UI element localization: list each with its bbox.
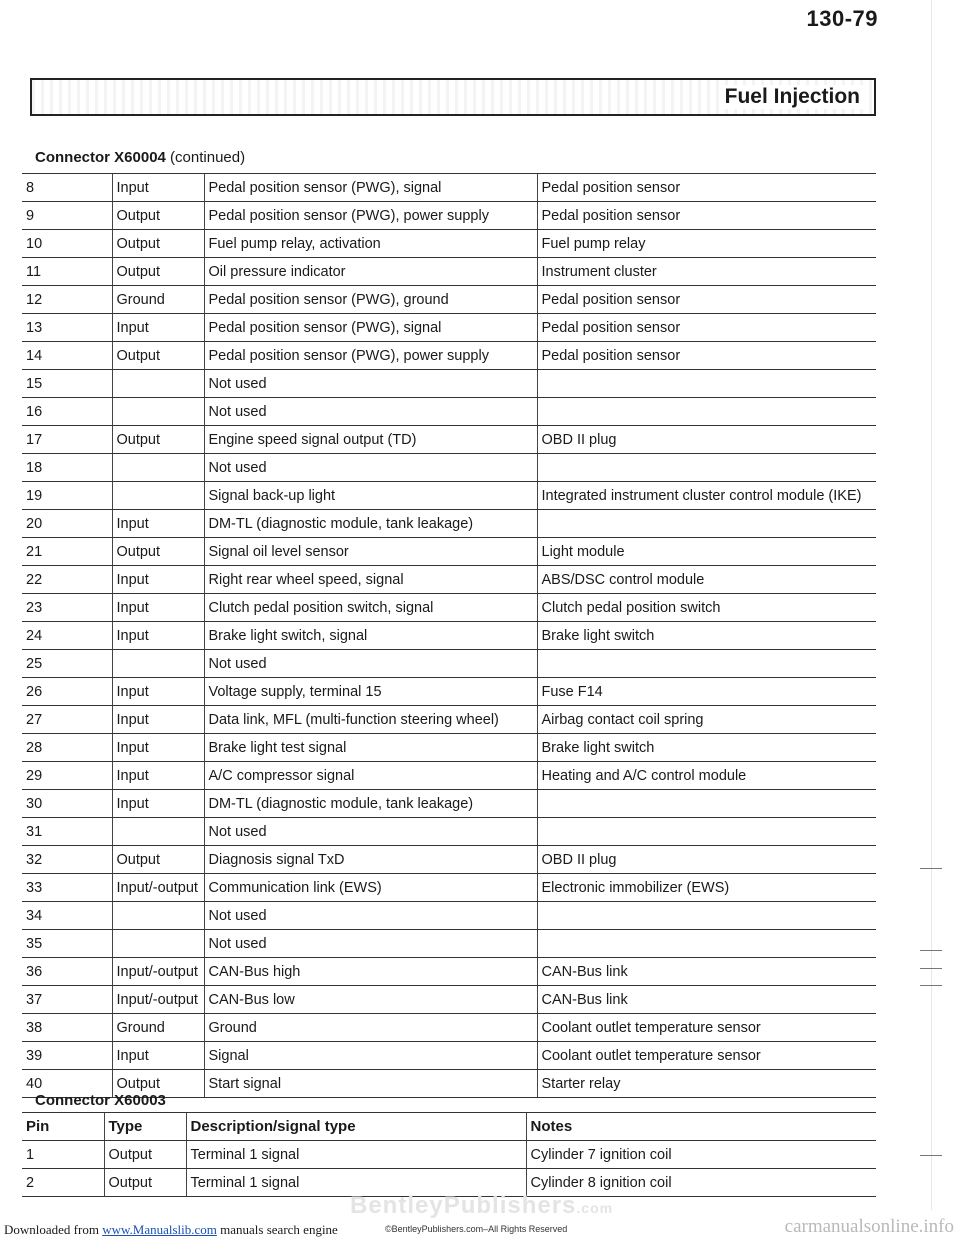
connector-x60003-table xyxy=(22,1112,876,1197)
type-cell xyxy=(112,650,204,678)
description-cell: Pedal position sensor (PWG), signal xyxy=(204,174,537,202)
description-cell: Signal back-up light xyxy=(204,482,537,510)
table-header-row xyxy=(22,1113,876,1141)
type-cell: Input xyxy=(112,566,204,594)
description-cell: Engine speed signal output (TD) xyxy=(204,426,537,454)
type-cell xyxy=(112,398,204,426)
table-row xyxy=(22,902,876,930)
type-cell: Input xyxy=(112,790,204,818)
header-title: Fuel Injection xyxy=(721,85,864,109)
footer-site-name: carmanualsonline.info xyxy=(784,1216,954,1237)
type-cell: Input xyxy=(112,734,204,762)
margin-tick xyxy=(920,985,942,986)
description-cell: Not used xyxy=(204,370,537,398)
description-cell: Pedal position sensor (PWG), power supply xyxy=(204,342,537,370)
margin-rule xyxy=(931,0,932,1210)
description-cell: Not used xyxy=(204,454,537,482)
type-cell: Input/-output xyxy=(112,874,204,902)
notes-cell: Light module xyxy=(537,538,876,566)
table-row xyxy=(22,1014,876,1042)
description-cell: Terminal 1 signal xyxy=(186,1141,526,1169)
copyright: ©BentleyPublishers.com–All Rights Reserved xyxy=(385,1224,568,1234)
type-cell: Output xyxy=(112,258,204,286)
pin-cell: 18 xyxy=(22,454,112,482)
watermark-text: BentleyPublishers xyxy=(350,1192,577,1219)
pin-cell: 24 xyxy=(22,622,112,650)
description-cell: Pedal position sensor (PWG), power supply xyxy=(204,202,537,230)
pin-cell: 19 xyxy=(22,482,112,510)
pin-cell: 1 xyxy=(22,1141,104,1169)
pin-cell: 22 xyxy=(22,566,112,594)
type-cell: Input xyxy=(112,594,204,622)
table-row xyxy=(22,1141,876,1169)
notes-cell xyxy=(537,454,876,482)
table-row xyxy=(22,818,876,846)
notes-cell: Pedal position sensor xyxy=(537,286,876,314)
table-row xyxy=(22,454,876,482)
notes-cell: OBD II plug xyxy=(537,846,876,874)
notes-cell: Coolant outlet temperature sensor xyxy=(537,1042,876,1070)
pin-cell: 30 xyxy=(22,790,112,818)
notes-cell: Fuse F14 xyxy=(537,678,876,706)
description-cell: Not used xyxy=(204,818,537,846)
table-row xyxy=(22,594,876,622)
table-row xyxy=(22,342,876,370)
table-row xyxy=(22,286,876,314)
table-row xyxy=(22,986,876,1014)
description-cell: Fuel pump relay, activation xyxy=(204,230,537,258)
description-cell: Diagnosis signal TxD xyxy=(204,846,537,874)
table-row xyxy=(22,958,876,986)
pin-cell: 29 xyxy=(22,762,112,790)
type-cell xyxy=(112,454,204,482)
connector-name: Connector X60004 xyxy=(35,149,166,166)
pin-cell: 28 xyxy=(22,734,112,762)
type-cell: Input xyxy=(112,762,204,790)
page-number: 130-79 xyxy=(806,6,878,31)
type-cell: Input xyxy=(112,510,204,538)
type-cell: Ground xyxy=(112,286,204,314)
notes-cell: Coolant outlet temperature sensor xyxy=(537,1014,876,1042)
footer-suffix: manuals search engine xyxy=(216,1222,338,1237)
description-cell: Not used xyxy=(204,930,537,958)
description-cell: Communication link (EWS) xyxy=(204,874,537,902)
notes-cell: Cylinder 7 ignition coil xyxy=(526,1141,876,1169)
notes-cell: CAN-Bus link xyxy=(537,958,876,986)
pin-cell: 40 xyxy=(22,1070,112,1098)
type-cell: Output xyxy=(112,538,204,566)
table-row xyxy=(22,1042,876,1070)
description-cell: A/C compressor signal xyxy=(204,762,537,790)
table-row xyxy=(22,370,876,398)
type-cell: Output xyxy=(112,846,204,874)
type-cell xyxy=(112,930,204,958)
notes-cell xyxy=(537,790,876,818)
description-cell: Ground xyxy=(204,1014,537,1042)
notes-cell: Electronic immobilizer (EWS) xyxy=(537,874,876,902)
notes-cell: Heating and A/C control module xyxy=(537,762,876,790)
type-cell: Input/-output xyxy=(112,958,204,986)
table-row xyxy=(22,230,876,258)
table-row xyxy=(22,510,876,538)
section-title-x60004 xyxy=(35,149,245,166)
footer-download-note xyxy=(4,1222,338,1238)
description-cell: Not used xyxy=(204,650,537,678)
description-cell: Pedal position sensor (PWG), signal xyxy=(204,314,537,342)
type-cell: Output xyxy=(112,426,204,454)
notes-cell xyxy=(537,902,876,930)
table-row xyxy=(22,202,876,230)
pin-cell: 16 xyxy=(22,398,112,426)
pin-cell: 23 xyxy=(22,594,112,622)
pin-cell: 20 xyxy=(22,510,112,538)
description-cell: CAN-Bus low xyxy=(204,986,537,1014)
description-cell: Data link, MFL (multi-function steering wheel) xyxy=(204,706,537,734)
margin-tick xyxy=(920,968,942,969)
type-cell: Output xyxy=(104,1169,186,1197)
table-row xyxy=(22,538,876,566)
table-row xyxy=(22,314,876,342)
pin-cell: 11 xyxy=(22,258,112,286)
description-cell: Signal xyxy=(204,1042,537,1070)
notes-cell: Cylinder 8 ignition coil xyxy=(526,1169,876,1197)
table-row xyxy=(22,566,876,594)
table-row xyxy=(22,650,876,678)
table-row xyxy=(22,258,876,286)
pin-cell: 35 xyxy=(22,930,112,958)
table-row xyxy=(22,706,876,734)
pin-cell: 37 xyxy=(22,986,112,1014)
type-cell xyxy=(112,482,204,510)
pin-cell: 13 xyxy=(22,314,112,342)
notes-cell: Pedal position sensor xyxy=(537,342,876,370)
notes-cell: Instrument cluster xyxy=(537,258,876,286)
pin-cell: 39 xyxy=(22,1042,112,1070)
notes-cell: ABS/DSC control module xyxy=(537,566,876,594)
margin-tick xyxy=(920,1155,942,1156)
type-cell xyxy=(112,818,204,846)
table-row xyxy=(22,622,876,650)
description-cell: Start signal xyxy=(204,1070,537,1098)
pin-cell: 2 xyxy=(22,1169,104,1197)
notes-cell: Pedal position sensor xyxy=(537,314,876,342)
connector-x60004-table xyxy=(22,173,876,1098)
type-cell: Input xyxy=(112,678,204,706)
notes-cell: Integrated instrument cluster control module (IKE) xyxy=(537,482,876,510)
type-cell: Output xyxy=(112,202,204,230)
table-row xyxy=(22,678,876,706)
pin-cell: 15 xyxy=(22,370,112,398)
description-cell: DM-TL (diagnostic module, tank leakage) xyxy=(204,510,537,538)
notes-cell: Airbag contact coil spring xyxy=(537,706,876,734)
notes-cell xyxy=(537,930,876,958)
watermark xyxy=(350,1192,613,1220)
pin-cell: 26 xyxy=(22,678,112,706)
header-bar xyxy=(30,78,876,116)
notes-cell: Starter relay xyxy=(537,1070,876,1098)
pin-cell: 36 xyxy=(22,958,112,986)
pin-cell: 14 xyxy=(22,342,112,370)
pin-cell: 25 xyxy=(22,650,112,678)
table-row xyxy=(22,734,876,762)
connector-name: Connector X60003 xyxy=(35,1092,166,1109)
notes-cell xyxy=(537,510,876,538)
pin-cell: 32 xyxy=(22,846,112,874)
type-cell: Input/-output xyxy=(112,986,204,1014)
description-cell: DM-TL (diagnostic module, tank leakage) xyxy=(204,790,537,818)
watermark-sub: .com xyxy=(576,1200,614,1216)
description-cell: Brake light test signal xyxy=(204,734,537,762)
table-row xyxy=(22,174,876,202)
pin-cell: 8 xyxy=(22,174,112,202)
notes-cell: OBD II plug xyxy=(537,426,876,454)
header-pin: Pin xyxy=(22,1113,104,1141)
table-row xyxy=(22,790,876,818)
type-cell: Output xyxy=(112,230,204,258)
table-row xyxy=(22,846,876,874)
table-row xyxy=(22,426,876,454)
notes-cell: Brake light switch xyxy=(537,622,876,650)
pin-cell: 33 xyxy=(22,874,112,902)
type-cell: Input xyxy=(112,174,204,202)
notes-cell: Clutch pedal position switch xyxy=(537,594,876,622)
manualslib-link[interactable]: www.Manualslib.com xyxy=(102,1222,217,1237)
header-notes: Notes xyxy=(526,1113,876,1141)
description-cell: Brake light switch, signal xyxy=(204,622,537,650)
notes-cell xyxy=(537,370,876,398)
notes-cell xyxy=(537,650,876,678)
type-cell: Input xyxy=(112,622,204,650)
margin-tick xyxy=(920,950,942,951)
description-cell: Oil pressure indicator xyxy=(204,258,537,286)
pin-cell: 21 xyxy=(22,538,112,566)
table-row xyxy=(22,398,876,426)
description-cell: Voltage supply, terminal 15 xyxy=(204,678,537,706)
section-title-x60003 xyxy=(35,1092,166,1109)
description-cell: Right rear wheel speed, signal xyxy=(204,566,537,594)
type-cell xyxy=(112,370,204,398)
notes-cell: Fuel pump relay xyxy=(537,230,876,258)
pin-cell: 27 xyxy=(22,706,112,734)
description-cell: Signal oil level sensor xyxy=(204,538,537,566)
type-cell: Ground xyxy=(112,1014,204,1042)
type-cell: Output xyxy=(112,1070,204,1098)
notes-cell xyxy=(537,818,876,846)
notes-cell: Brake light switch xyxy=(537,734,876,762)
notes-cell: CAN-Bus link xyxy=(537,986,876,1014)
header-type: Type xyxy=(104,1113,186,1141)
pin-cell: 17 xyxy=(22,426,112,454)
continued-label: (continued) xyxy=(165,149,246,166)
notes-cell xyxy=(537,398,876,426)
type-cell: Input xyxy=(112,314,204,342)
description-cell: Terminal 1 signal xyxy=(186,1169,526,1197)
type-cell: Input xyxy=(112,706,204,734)
pin-cell: 34 xyxy=(22,902,112,930)
header-description: Description/signal type xyxy=(186,1113,526,1141)
pin-cell: 38 xyxy=(22,1014,112,1042)
description-cell: Not used xyxy=(204,902,537,930)
notes-cell: Pedal position sensor xyxy=(537,174,876,202)
description-cell: Clutch pedal position switch, signal xyxy=(204,594,537,622)
type-cell xyxy=(112,902,204,930)
table-row xyxy=(22,762,876,790)
type-cell: Input xyxy=(112,1042,204,1070)
table-row xyxy=(22,874,876,902)
pin-cell: 12 xyxy=(22,286,112,314)
notes-cell: Pedal position sensor xyxy=(537,202,876,230)
type-cell: Output xyxy=(104,1141,186,1169)
description-cell: CAN-Bus high xyxy=(204,958,537,986)
description-cell: Not used xyxy=(204,398,537,426)
description-cell: Pedal position sensor (PWG), ground xyxy=(204,286,537,314)
type-cell: Output xyxy=(112,342,204,370)
pin-cell: 31 xyxy=(22,818,112,846)
footer-prefix: Downloaded from xyxy=(4,1222,103,1237)
pin-cell: 9 xyxy=(22,202,112,230)
margin-tick xyxy=(920,868,942,869)
table-row xyxy=(22,482,876,510)
table-row xyxy=(22,930,876,958)
pin-cell: 10 xyxy=(22,230,112,258)
